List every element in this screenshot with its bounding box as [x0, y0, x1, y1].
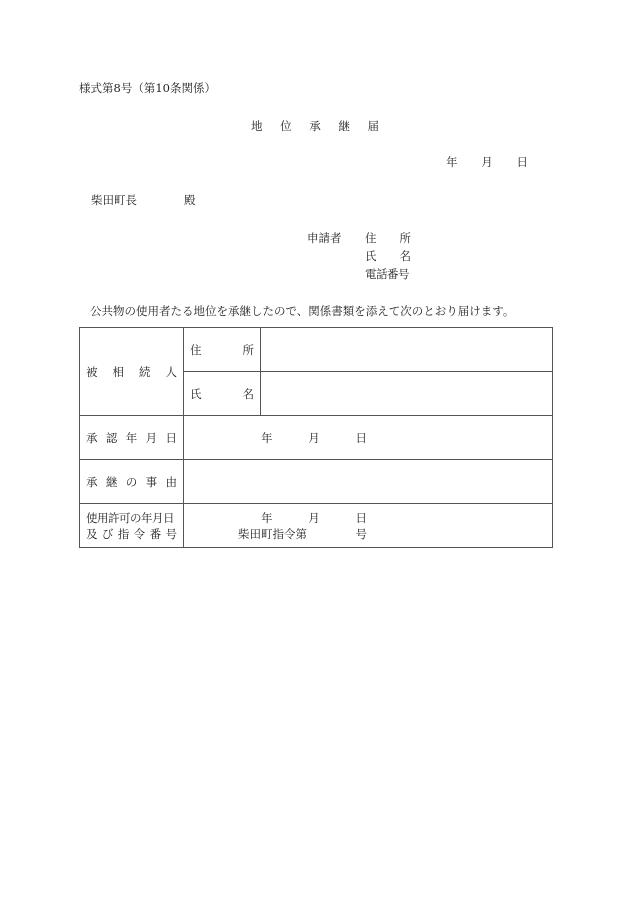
order-suffix: 号 — [355, 526, 367, 541]
title-char: 継 — [338, 119, 350, 133]
submission-date — [446, 155, 528, 169]
reason-field[interactable] — [184, 460, 553, 504]
label-char: 番 — [149, 526, 162, 541]
decedent-address-field[interactable] — [261, 328, 553, 372]
inheritance-table — [79, 327, 553, 548]
label-char: 令 — [133, 526, 146, 541]
title-char: 位 — [280, 119, 292, 133]
statement: 公共物の使用者たる地位を承継したので、関係書類を添えて次のとおり届けます。 — [90, 304, 515, 318]
label-char: 氏 — [190, 386, 202, 401]
addressee-honorific: 殿 — [184, 193, 196, 207]
form-number: 様式第8号（第10条関係） — [79, 81, 216, 95]
reason-label — [80, 460, 184, 504]
addressee-name: 柴田町長 — [91, 193, 137, 207]
decedent-label — [80, 328, 184, 416]
label-char: 由 — [165, 474, 177, 489]
applicant-label: 申請者 — [307, 231, 342, 245]
applicant-phone-label: 電話番号 — [365, 267, 409, 281]
label-char: 指 — [117, 526, 130, 541]
label-char: 名 — [399, 249, 411, 263]
applicant-address-label — [365, 231, 411, 245]
applicant-name-label — [365, 249, 411, 263]
label-char: 年 — [125, 430, 138, 445]
document-title — [251, 119, 379, 133]
decedent-name-field[interactable] — [261, 372, 553, 416]
approval-date-label — [80, 416, 184, 460]
label-char: 続 — [139, 364, 151, 379]
decedent-address-label — [184, 328, 261, 372]
label-char: 所 — [399, 231, 411, 245]
label-char: 及 — [86, 526, 98, 541]
label-char: 人 — [165, 364, 177, 379]
date-year: 年 — [446, 155, 458, 169]
label-char: 日 — [165, 430, 177, 445]
label-char: 住 — [365, 231, 377, 245]
label-char: 住 — [190, 342, 202, 357]
label-char: 氏 — [365, 249, 377, 263]
date-month: 月 — [308, 430, 320, 445]
label-char: 月 — [145, 430, 158, 445]
label-char: 事 — [145, 474, 158, 489]
permit-label-line1: 使用許可の年月日 — [86, 510, 174, 525]
date-month: 月 — [308, 510, 320, 525]
title-char: 承 — [309, 119, 321, 133]
label-char: び — [101, 526, 114, 541]
date-day: 日 — [355, 510, 367, 525]
date-day: 日 — [355, 430, 367, 445]
date-month: 月 — [481, 155, 493, 169]
label-char: 認 — [105, 430, 118, 445]
label-char: 号 — [165, 526, 177, 541]
date-year: 年 — [261, 510, 273, 525]
label-char: 所 — [242, 342, 254, 357]
approval-date-field[interactable] — [184, 416, 553, 460]
title-char: 地 — [251, 119, 263, 133]
title-char: 届 — [367, 119, 379, 133]
decedent-name-label — [184, 372, 261, 416]
label-char: 相 — [112, 364, 124, 379]
label-char: の — [125, 474, 138, 489]
permit-label — [80, 504, 184, 548]
label-char: 継 — [105, 474, 118, 489]
label-char: 承 — [86, 430, 98, 445]
order-prefix: 柴田町指令第 — [238, 526, 307, 541]
permit-field[interactable] — [184, 504, 553, 548]
label-char: 被 — [86, 364, 98, 379]
date-year: 年 — [261, 430, 273, 445]
label-char: 承 — [86, 474, 98, 489]
date-day: 日 — [516, 155, 528, 169]
label-char: 名 — [242, 386, 254, 401]
